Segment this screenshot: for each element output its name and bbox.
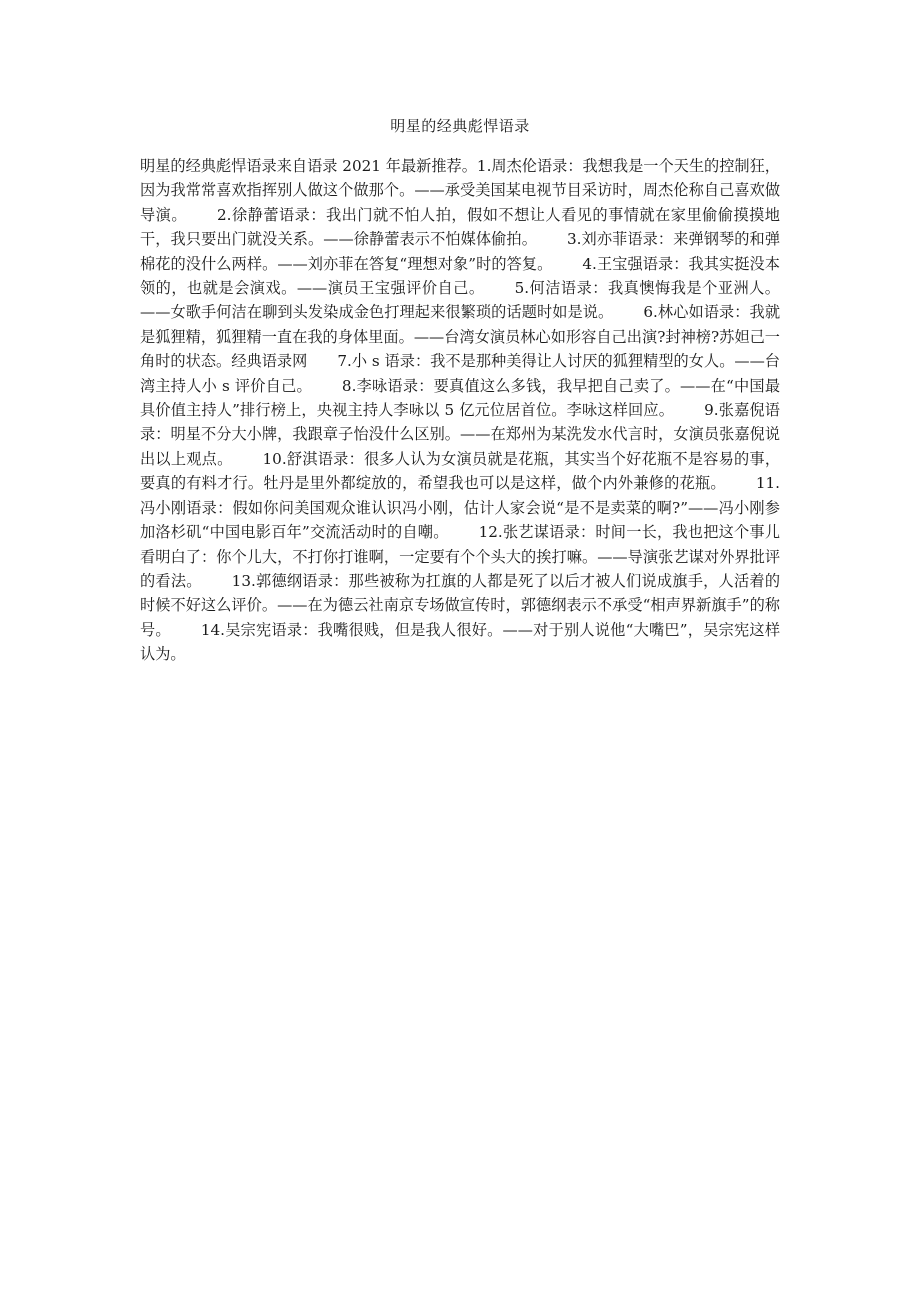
quote-entry: 2.徐静蕾语录：我出门就不怕人拍，假如不想让人看见的事情就在家里偷偷摸摸地干，我只要出门就没关系。——徐静蕾表示不怕媒体偷拍。: [140, 205, 780, 249]
quote-entry: 8.李咏语录：要真值这么多钱，我早把自己卖了。——在“中国最具价值主持人”排行榜上，央视主持人李咏以 5 亿元位居首位。李咏这样回应。: [140, 376, 781, 420]
quote-entry: 1.周杰伦语录：我想我是一个天生的控制狂，因为我常常喜欢指挥别人做这个做那个。——承受美国某电视节目采访时，周杰伦称自己喜欢做导演。: [140, 157, 780, 224]
quote-entry: 5.何洁语录：我真懊悔我是个亚洲人。——女歌手何洁在聊到头发染成金色打理起来很繁琐的话题时如是说。: [140, 279, 780, 322]
quote-entry: 10.舒淇语录：很多人认为女演员就是花瓶，其实当个好花瓶不是容易的事，要真的有料才行。牡丹是里外都绽放的，希望我也可以是这样，做个内外兼修的花瓶。: [140, 449, 781, 493]
quote-entry: 4.王宝强语录：我其实挺没本领的，也就是会演戏。——演员王宝强评价自己。: [140, 254, 780, 298]
intro-text: 明星的经典彪悍语录来自语录 2021 年最新推荐。: [140, 157, 477, 175]
quote-entry: 13.郭德纲语录：那些被称为扛旗的人都是死了以后才被人们说成旗手，人活着的时候不好这么评价。——在为德云社南京专场做宣传时，郭德纲表示不承受“相声界新旗手”的称号。: [140, 571, 781, 639]
quote-entry: 12.张艺谋语录：时间一长，我也把这个事儿看明白了：你个儿大，不打你打谁啊，一定要有个个头大的挨打嘛。——导演张艺谋对外界批评的看法。: [140, 523, 781, 590]
quote-entry: 6.林心如语录：我就是狐狸精，狐狸精一直在我的身体里面。——台湾女演员林心如形容自己出演?封神榜?苏妲己一角时的状态。经典语录网: [140, 303, 781, 371]
quote-entry: 11.冯小刚语录：假如你问美国观众谁认识冯小刚，估计人家会说“是不是卖菜的啊?”——冯小刚参加洛杉矶“中国电影百年”交流活动时的自嘲。: [140, 474, 780, 542]
quote-entry: 3.刘亦菲语录：来弹钢琴的和弹棉花的没什么两样。——刘亦菲在答复“理想对象”时的答复。: [140, 230, 781, 273]
quote-entry: 9.张嘉倪语录：明星不分大小牌，我跟章子怡没什么区别。——在郑州为某洗发水代言时，女演员张嘉倪说出以上观点。: [140, 401, 780, 468]
quote-entry: 7.小 s 语录：我不是那种美得让人讨厌的狐狸精型的女人。——台湾主持人小 s 评价自己。: [140, 352, 780, 395]
quote-entry: 14.吴宗宪语录：我嘴很贱，但是我人很好。——对于别人说他“大嘴巴”，吴宗宪这样认为。: [140, 620, 781, 664]
document-body: [140, 154, 780, 667]
document-title: 明星的经典彪悍语录: [390, 117, 530, 135]
